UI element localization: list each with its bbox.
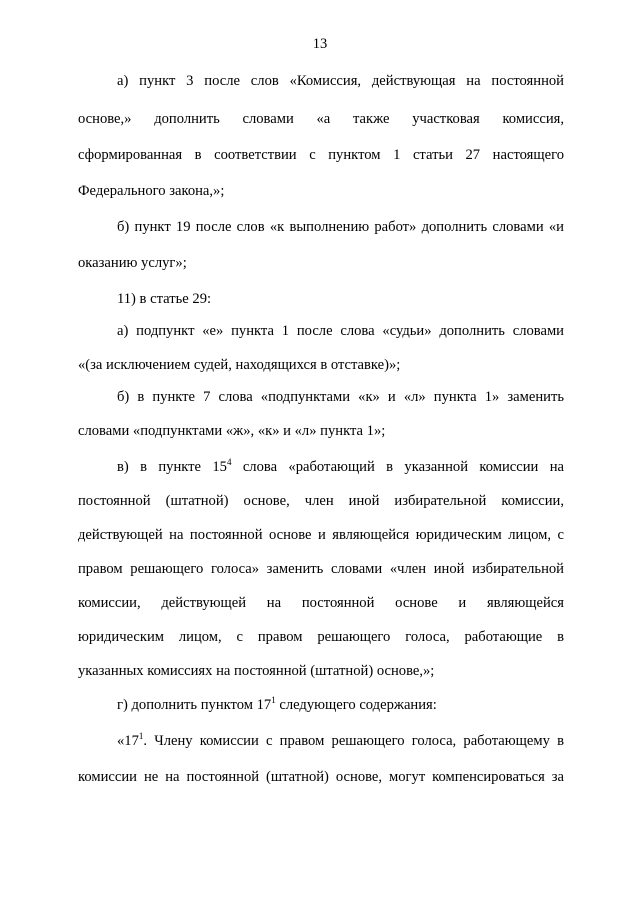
text-line: комиссии не на постоянной (штатной) основе, могут компенсироваться за [78, 769, 564, 785]
superscript: 1 [138, 731, 144, 741]
text-fragment: в) в пункте 15 [117, 459, 227, 475]
text-line: б) в пункте 7 слова «подпунктами «к» и «л» пункта 1» заменить [117, 389, 564, 405]
text-line: словами «подпунктами «ж», «к» и «л» пункта 1»; [78, 423, 386, 439]
text-line: 11) в статье 29: [117, 291, 212, 307]
text-line: юридическим лицом, с правом решающего голоса, работающие в [78, 629, 564, 645]
text-line: оказанию услуг»; [78, 255, 187, 271]
text-line: а) пункт 3 после слов «Комиссия, действующая на постоянной [117, 73, 564, 89]
text-line: указанных комиссиях на постоянной (штатной) основе,»; [78, 663, 435, 679]
text-line: постоянной (штатной) основе, член иной избирательной комиссии, [78, 493, 564, 509]
text-line: правом решающего голоса» заменить словами «член иной избирательной [78, 561, 564, 577]
text-line: «(за исключением судей, находящихся в отставке)»; [78, 357, 401, 373]
text-line: комиссии, действующей на постоянной основе и являющейся [78, 595, 564, 611]
text-line [117, 732, 564, 750]
text-line: б) пункт 19 после слов «к выполнению работ» дополнить словами «и [117, 219, 564, 235]
text-fragment: «17 [117, 733, 139, 749]
text-line: действующей на постоянной основе и являющейся юридическим лицом, с [78, 527, 564, 543]
page-number: 13 [312, 36, 328, 52]
text-line: сформированная в соответствии с пунктом 1 статьи 27 настоящего [78, 147, 564, 163]
text-line: Федерального закона,»; [78, 183, 225, 199]
text-fragment: следующего содержания: [275, 697, 437, 713]
superscript: 1 [271, 695, 276, 705]
text-line [117, 696, 437, 714]
text-line: основе,» дополнить словами «а также участковая комиссия, [78, 111, 564, 127]
text-line: а) подпункт «е» пункта 1 после слова «судьи» дополнить словами [117, 323, 564, 339]
text-fragment: г) дополнить пунктом 17 [117, 697, 272, 713]
text-fragment: слова «работающий в указанной комиссии на [231, 459, 564, 475]
superscript: 4 [226, 457, 232, 467]
text-line [117, 458, 564, 476]
text-fragment: . Члену комиссии с правом решающего голоса, работающему в [143, 733, 564, 749]
